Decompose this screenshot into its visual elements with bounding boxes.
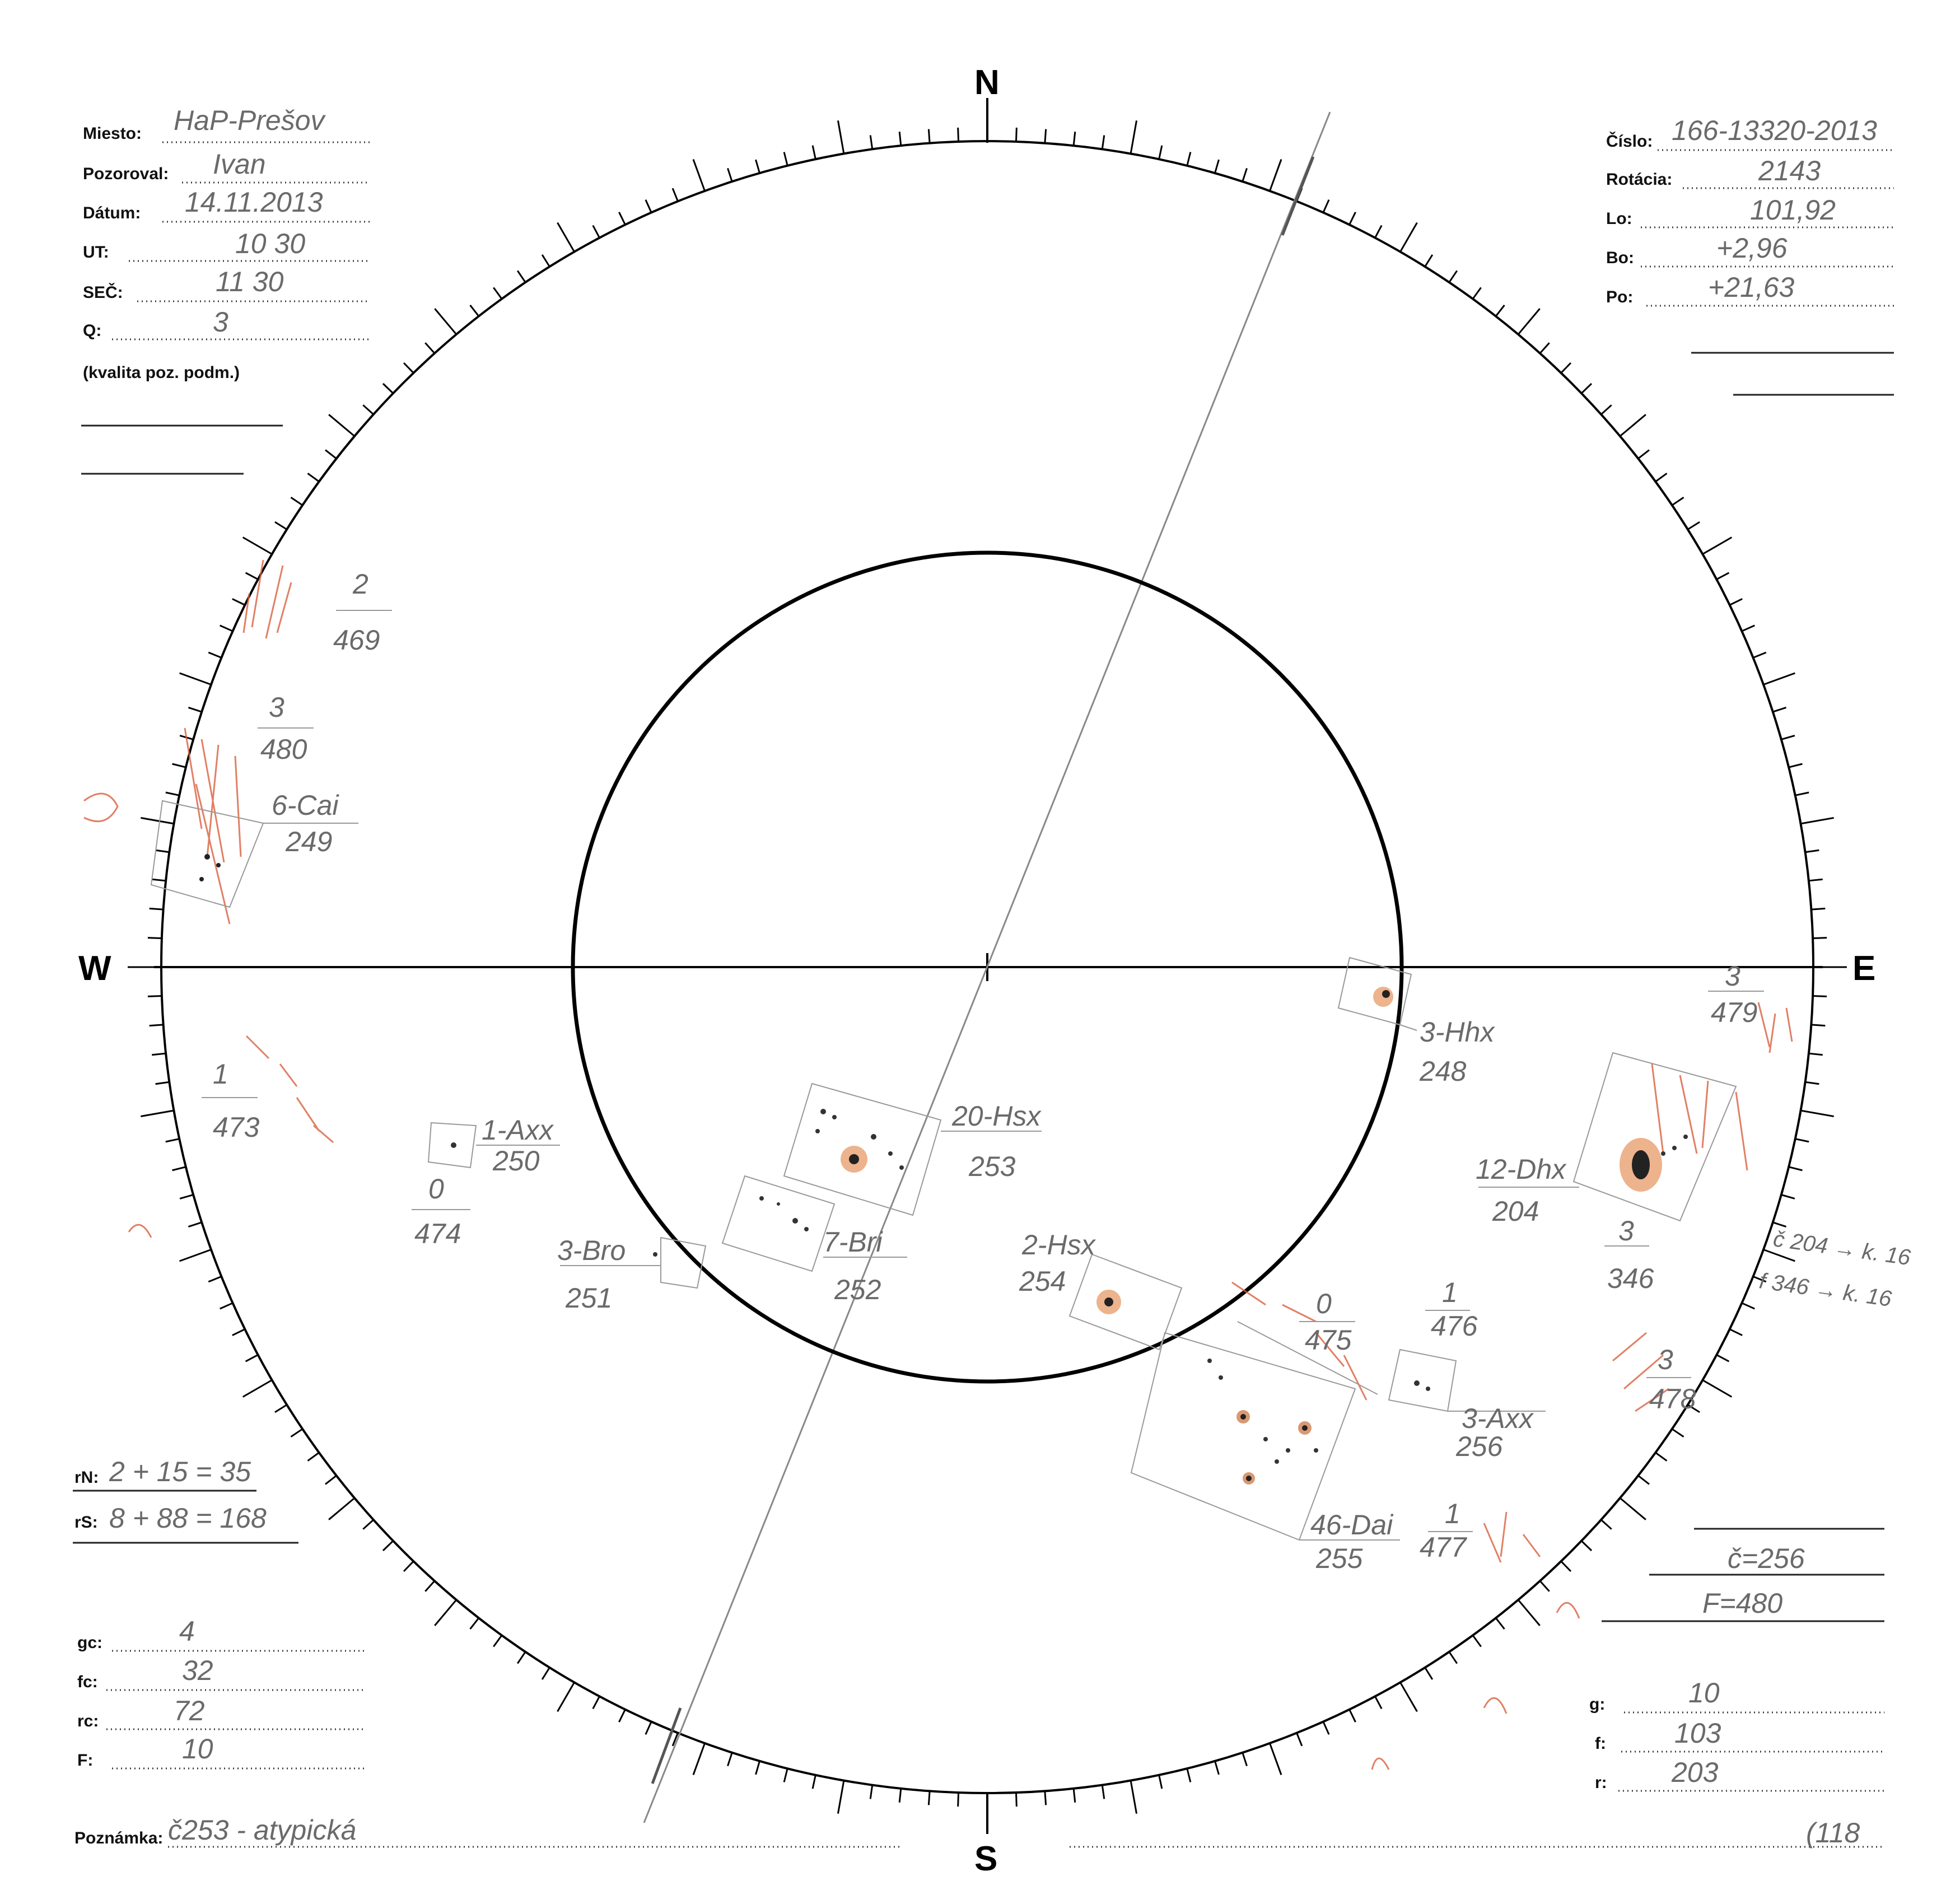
- degree-tick: [1601, 405, 1612, 414]
- facula-3-top: 1: [213, 1058, 228, 1090]
- degree-tick: [1801, 1110, 1834, 1116]
- degree-tick: [1473, 287, 1481, 298]
- group-20-hsx-num: 253: [969, 1151, 1016, 1182]
- degree-tick: [1215, 160, 1219, 173]
- rotation-axis-south-tick: [652, 1708, 680, 1784]
- degree-tick: [1323, 1721, 1329, 1734]
- degree-tick: [838, 1781, 843, 1814]
- degree-tick: [1045, 1791, 1046, 1805]
- facula-4-top: 0: [428, 1173, 444, 1205]
- degree-tick: [1742, 1303, 1754, 1309]
- group-46-dai-id: 46-Dai: [1310, 1509, 1393, 1541]
- degree-tick: [188, 707, 202, 712]
- fc-label: fc:: [77, 1673, 98, 1691]
- degree-tick: [784, 1768, 787, 1782]
- solar-disk: [128, 98, 1847, 1834]
- degree-tick: [1581, 1541, 1592, 1551]
- degree-tick: [1074, 132, 1075, 146]
- bottom-left-fields: [77, 1616, 365, 1770]
- degree-tick: [180, 1249, 211, 1261]
- degree-tick: [425, 1581, 435, 1591]
- facula-10-top: 1: [1445, 1498, 1460, 1529]
- degree-tick: [148, 938, 162, 939]
- degree-tick: [1159, 146, 1162, 159]
- facula-5-bottom: 479: [1711, 997, 1758, 1028]
- degree-tick: [1449, 1652, 1457, 1664]
- degree-tick: [1716, 573, 1729, 580]
- g-value: 10: [1688, 1677, 1720, 1709]
- degree-tick: [727, 1753, 732, 1766]
- degree-tick: [899, 132, 901, 146]
- degree-tick: [329, 1498, 354, 1520]
- gc-label: gc:: [77, 1633, 102, 1652]
- facula-5-top: 3: [1725, 960, 1740, 992]
- poznamka-label: Poznámka:: [74, 1829, 164, 1847]
- degree-tick: [1496, 305, 1504, 316]
- degree-tick: [1702, 1380, 1732, 1397]
- degree-tick: [1401, 223, 1417, 252]
- group-12-dhx-num: 204: [1492, 1196, 1539, 1227]
- degree-tick: [1672, 497, 1684, 505]
- degree-tick: [363, 1520, 374, 1529]
- facula-8-top: 1: [1442, 1277, 1458, 1308]
- facula-1-bottom: 469: [333, 624, 380, 656]
- degree-tick: [693, 1743, 705, 1775]
- rotacia-value: 2143: [1758, 155, 1821, 186]
- poznamka-value: č253 - atypická: [168, 1814, 357, 1846]
- f-label-right: f:: [1595, 1734, 1606, 1753]
- degree-tick: [593, 1696, 600, 1709]
- degree-tick: [232, 1329, 245, 1336]
- degree-tick: [1425, 1668, 1432, 1679]
- ut-value: 10 30: [235, 228, 306, 259]
- group-2-hsx-num: 254: [1019, 1266, 1066, 1297]
- degree-tick: [1131, 120, 1136, 153]
- degree-tick: [208, 652, 221, 657]
- degree-tick: [156, 1082, 170, 1084]
- degree-tick: [172, 764, 186, 767]
- cardinal-west: W: [78, 949, 111, 988]
- degree-tick: [558, 1682, 575, 1711]
- degree-tick: [1702, 538, 1732, 554]
- g-label: g:: [1589, 1695, 1606, 1714]
- degree-tick: [152, 1053, 166, 1055]
- degree-tick: [1540, 343, 1550, 353]
- degree-tick: [383, 1541, 393, 1551]
- group-7-bri-id: 7-Bri: [823, 1226, 883, 1258]
- degree-tick: [1187, 1768, 1191, 1782]
- degree-tick: [180, 673, 211, 685]
- lo-value: 101,92: [1750, 194, 1836, 226]
- group-7-bri-num: 252: [834, 1274, 881, 1305]
- degree-tick: [1074, 1789, 1075, 1803]
- header-left: [81, 105, 370, 474]
- degree-tick: [1809, 1053, 1823, 1055]
- facula-6-bottom: 346: [1607, 1263, 1654, 1294]
- f-total-value: F=480: [1702, 1588, 1783, 1619]
- group-6-cai-num: 249: [286, 826, 333, 857]
- bo-value: +2,96: [1716, 232, 1788, 264]
- degree-tick: [1789, 764, 1802, 767]
- degree-tick: [1102, 1785, 1104, 1799]
- sec-value: 11 30: [216, 266, 284, 297]
- degree-tick: [325, 450, 337, 459]
- bo-label: Bo:: [1606, 249, 1634, 267]
- degree-tick: [1620, 414, 1646, 436]
- degree-tick: [291, 1429, 302, 1437]
- degree-tick: [493, 1635, 502, 1646]
- degree-tick: [275, 1405, 287, 1412]
- degree-tick: [542, 255, 549, 267]
- cislo-value: 166-13320-2013: [1672, 115, 1877, 146]
- degree-tick: [693, 160, 705, 191]
- pozoroval-label: Pozoroval:: [83, 165, 169, 183]
- degree-tick: [870, 1785, 872, 1799]
- rotation-axis-north-tick: [1282, 157, 1313, 235]
- degree-tick: [307, 473, 319, 482]
- group-1-axx-num: 250: [493, 1145, 540, 1177]
- degree-tick: [1561, 1561, 1571, 1571]
- degree-tick: [1449, 270, 1457, 282]
- degree-tick: [470, 305, 479, 316]
- degree-tick: [1425, 255, 1432, 267]
- degree-tick: [1518, 1600, 1540, 1626]
- page-number: (118: [1806, 1817, 1860, 1849]
- degree-tick: [1620, 1498, 1646, 1520]
- degree-tick: [404, 363, 413, 373]
- f-label-left: F:: [77, 1751, 94, 1770]
- degree-tick: [517, 1652, 525, 1664]
- degree-tick: [1805, 850, 1819, 852]
- degree-tick: [928, 129, 930, 143]
- degree-tick: [1655, 473, 1667, 482]
- degree-tick: [1795, 1139, 1809, 1142]
- sec-label: SEČ:: [83, 283, 123, 302]
- degree-tick: [243, 1380, 272, 1397]
- degree-tick: [493, 287, 502, 298]
- degree-tick: [838, 120, 843, 153]
- degree-tick: [619, 1710, 625, 1722]
- degree-tick: [180, 1195, 193, 1199]
- degree-tick: [1730, 599, 1742, 605]
- degree-tick: [958, 1793, 959, 1807]
- degree-tick: [1518, 309, 1540, 334]
- degree-tick: [1350, 212, 1356, 225]
- group-3-axx-id: 3-Axx: [1462, 1403, 1533, 1434]
- degree-tick: [1805, 1082, 1819, 1084]
- degree-tick: [166, 792, 179, 795]
- degree-tick: [646, 200, 651, 213]
- facula-4-bottom: 474: [414, 1218, 461, 1249]
- relative-numbers: [73, 1456, 298, 1543]
- degree-tick: [673, 188, 678, 201]
- degree-tick: [246, 573, 258, 580]
- rc-label: rc:: [77, 1712, 99, 1730]
- degree-tick: [150, 1025, 164, 1026]
- r-label: r:: [1595, 1773, 1607, 1792]
- degree-tick: [425, 343, 435, 353]
- datum-label: Dátum:: [83, 204, 141, 222]
- degree-tick: [542, 1668, 549, 1679]
- cardinal-south: S: [974, 1840, 998, 1878]
- ut-label: UT:: [83, 243, 109, 262]
- east-note-1: č 204 → k. 16: [1771, 1226, 1912, 1271]
- degree-tick: [1601, 1520, 1612, 1529]
- q-note: (kvalita poz. podm.): [83, 363, 240, 382]
- degree-tick: [1243, 1753, 1247, 1766]
- facula-8-bottom: 476: [1431, 1310, 1478, 1342]
- degree-tick: [1672, 1429, 1684, 1437]
- degree-tick: [172, 1167, 186, 1170]
- degree-tick: [220, 626, 233, 631]
- facula-3-bottom: 473: [213, 1112, 260, 1143]
- degree-tick: [1809, 879, 1823, 881]
- degree-tick: [435, 1600, 456, 1626]
- miesto-value: HaP-Prešov: [174, 105, 325, 136]
- degree-tick: [558, 223, 575, 252]
- degree-tick: [1655, 1453, 1667, 1461]
- header-right: [1606, 115, 1894, 395]
- pozoroval-value: Ivan: [213, 148, 266, 180]
- degree-tick: [1243, 168, 1247, 181]
- group-20-hsx-id: 20-Hsx: [952, 1100, 1041, 1132]
- degree-tick: [1215, 1761, 1219, 1775]
- degree-tick: [275, 522, 287, 529]
- degree-tick: [813, 146, 815, 159]
- degree-tick: [1781, 1195, 1795, 1199]
- degree-tick: [325, 1476, 337, 1484]
- group-3-hhx-num: 248: [1420, 1056, 1467, 1087]
- degree-tick: [383, 384, 393, 393]
- degree-tick: [727, 168, 732, 181]
- po-label: Po:: [1606, 288, 1634, 306]
- degree-tick: [291, 497, 302, 505]
- degree-tick: [1159, 1775, 1162, 1789]
- degree-tick: [784, 152, 787, 166]
- degree-tick: [1753, 652, 1766, 657]
- rotacia-label: Rotácia:: [1606, 170, 1673, 189]
- facula-2-top: 3: [269, 692, 284, 723]
- degree-tick: [1350, 1710, 1356, 1722]
- degree-tick: [1473, 1635, 1481, 1646]
- facula-6-top: 3: [1618, 1215, 1634, 1247]
- degree-tick: [1813, 938, 1827, 939]
- degree-tick: [1270, 160, 1281, 191]
- degree-tick: [1638, 450, 1649, 459]
- facula-1-top: 2: [353, 568, 368, 600]
- bottom-right-fields: [1589, 1529, 1884, 1792]
- group-3-axx-num: 256: [1456, 1431, 1503, 1462]
- degree-tick: [1540, 1581, 1550, 1591]
- degree-tick: [1781, 736, 1795, 740]
- rc-value: 72: [174, 1695, 205, 1726]
- degree-tick: [756, 160, 760, 173]
- r-value: 203: [1672, 1757, 1719, 1788]
- group-3-bro-num: 251: [566, 1282, 613, 1314]
- degree-tick: [1375, 1696, 1382, 1709]
- group-12-dhx-id: 12-Dhx: [1476, 1154, 1566, 1185]
- degree-tick: [870, 136, 872, 150]
- degree-tick: [1187, 152, 1191, 166]
- facula-2-bottom: 480: [260, 734, 307, 765]
- degree-tick: [1811, 1025, 1825, 1026]
- degree-tick: [1716, 1355, 1729, 1361]
- degree-tick: [188, 1222, 202, 1227]
- degree-tick: [246, 1355, 258, 1361]
- cardinal-north: N: [974, 63, 1000, 102]
- degree-tick: [166, 1139, 179, 1142]
- f-value-left: 10: [182, 1733, 213, 1765]
- degree-tick: [208, 1277, 221, 1282]
- degree-tick: [141, 818, 174, 823]
- f-value-right: 103: [1674, 1717, 1721, 1749]
- degree-tick: [928, 1791, 930, 1805]
- degree-tick: [1323, 200, 1329, 213]
- q-label: Q:: [83, 321, 102, 340]
- degree-tick: [1270, 1743, 1281, 1775]
- east-note-2: f 346 → k. 16: [1757, 1268, 1893, 1312]
- rs-value: 8 + 88 = 168: [109, 1502, 267, 1534]
- degree-tick: [150, 908, 164, 909]
- facula-10-bottom: 477: [1420, 1532, 1467, 1563]
- degree-tick: [517, 270, 525, 282]
- degree-tick: [1730, 1329, 1742, 1336]
- degree-tick: [1375, 226, 1382, 238]
- c-value: č=256: [1728, 1543, 1805, 1574]
- degree-tick: [470, 1618, 479, 1629]
- rn-label: rN:: [74, 1468, 99, 1487]
- degree-tick: [1742, 626, 1754, 631]
- degree-tick: [1688, 522, 1700, 529]
- degree-tick: [1496, 1618, 1504, 1629]
- degree-tick: [404, 1561, 413, 1571]
- group-46-dai-num: 255: [1316, 1543, 1363, 1574]
- degree-tick: [899, 1789, 901, 1803]
- facula-7-top: 0: [1316, 1288, 1332, 1319]
- group-2-hsx-id: 2-Hsx: [1022, 1229, 1095, 1261]
- cardinal-east: E: [1852, 949, 1876, 988]
- degree-tick: [756, 1761, 760, 1775]
- degree-tick: [243, 538, 272, 554]
- degree-tick: [152, 879, 166, 881]
- degree-tick: [1401, 1682, 1417, 1711]
- degree-tick: [220, 1303, 233, 1309]
- degree-tick: [1763, 673, 1795, 685]
- group-1-axx-id: 1-Axx: [482, 1114, 553, 1146]
- group-3-hhx-id: 3-Hhx: [1420, 1016, 1495, 1048]
- fc-value: 32: [182, 1655, 213, 1686]
- miesto-label: Miesto:: [83, 124, 142, 143]
- q-value: 3: [213, 306, 228, 338]
- cislo-label: Číslo:: [1606, 132, 1653, 151]
- facula-9-bottom: 478: [1649, 1383, 1696, 1415]
- degree-tick: [307, 1453, 319, 1461]
- group-6-cai-id: 6-Cai: [272, 790, 339, 821]
- degree-tick: [958, 128, 959, 142]
- facula-7-bottom: 475: [1305, 1324, 1352, 1356]
- degree-tick: [1638, 1476, 1649, 1484]
- po-value: +21,63: [1708, 272, 1795, 303]
- degree-tick: [1789, 1167, 1802, 1170]
- degree-tick: [1581, 384, 1592, 393]
- degree-tick: [156, 850, 170, 852]
- degree-tick: [646, 1721, 651, 1734]
- group-3-bro-id: 3-Bro: [557, 1235, 626, 1266]
- gc-value: 4: [179, 1616, 195, 1647]
- degree-tick: [141, 1110, 174, 1116]
- datum-value: 14.11.2013: [185, 186, 323, 218]
- rs-label: rS:: [74, 1513, 98, 1532]
- degree-tick: [435, 309, 456, 334]
- degree-tick: [1801, 818, 1834, 823]
- degree-tick: [1773, 707, 1786, 712]
- degree-tick: [363, 405, 374, 414]
- group-labels: [272, 790, 1567, 1574]
- degree-tick: [813, 1775, 815, 1789]
- degree-tick: [1102, 136, 1104, 150]
- degree-tick: [1811, 908, 1825, 909]
- degree-tick: [1795, 792, 1809, 795]
- degree-tick: [1561, 363, 1571, 373]
- degree-tick: [329, 414, 354, 436]
- degree-tick: [1297, 1733, 1302, 1746]
- degree-tick: [619, 212, 625, 225]
- rn-value: 2 + 15 = 35: [109, 1456, 251, 1487]
- degree-tick: [593, 226, 600, 238]
- degree-tick: [1045, 129, 1046, 143]
- degree-tick: [232, 599, 245, 605]
- lo-label: Lo:: [1606, 209, 1632, 228]
- degree-tick: [1131, 1781, 1136, 1814]
- facula-9-top: 3: [1658, 1344, 1673, 1375]
